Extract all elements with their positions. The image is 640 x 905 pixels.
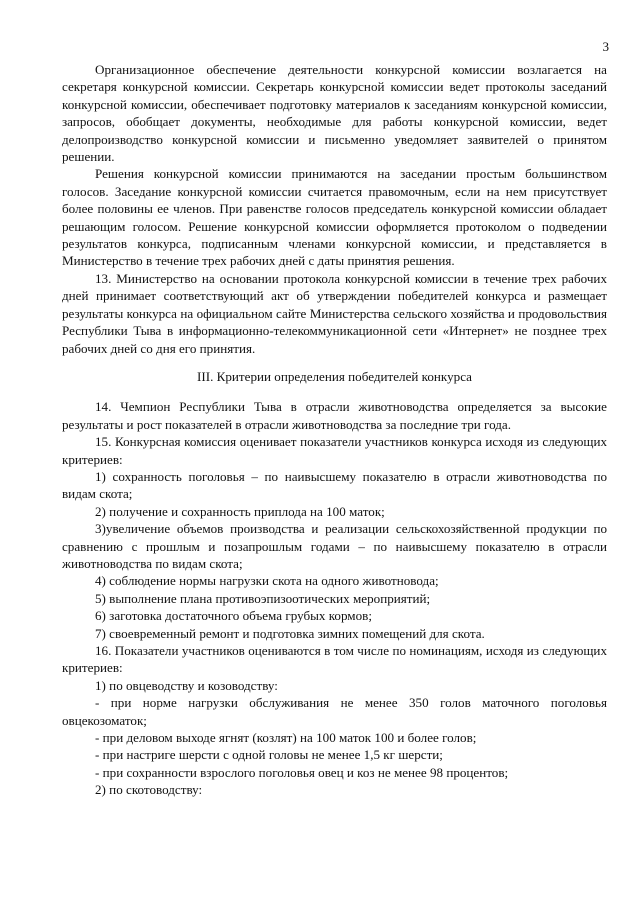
section-heading: III. Критерии определения победителей конкурса [197, 368, 472, 384]
nomination-heading: 1) по овцеводству и козоводству: [95, 677, 278, 693]
criterion-item: 6) заготовка достаточного объема грубых кормов; [95, 608, 372, 624]
paragraph-commission-decisions: Решения конкурсной комиссии принимаются на заседании простым большинством голосов. Заседание конкурсной комиссии считается правомочным, если на нем присутствует более половины ее членов. При равенстве голосов председатель конкурсной комиссии обладает решающим голосом. Решение конкурсной комиссии оформляется протоколом о подведении результатов конкурса, подписанным членами конкурсной комиссии, и представляется в Министерство в течение трех рабочих дней с даты принятия решения. [62, 166, 607, 269]
nomination-criterion: - при настриге шерсти с одной головы не менее 1,5 кг шерсти; [95, 747, 443, 763]
paragraph-13: 13. Министерство на основании протокола конкурсной комиссии в течение трех рабочих дней принимает соответствующий акт об утверждении победителей конкурса и размещает результаты конкурса на официальном сайте Министерства сельского хозяйства и продовольствия Республики Тыва в информационно-телекоммуникационной сети «Интернет» не позднее трех рабочих дней со дня его принятия. [62, 270, 607, 356]
paragraph-14: 14. Чемпион Республики Тыва в отрасли животноводства определяется за высокие результаты и рост показателей в отрасли животноводства за последние три года. [62, 399, 607, 432]
paragraph-16: 16. Показатели участников оцениваются в том числе по номинациям, исходя из следующих критериев: [62, 643, 607, 676]
page-number: 3 [602, 39, 609, 54]
nomination-criterion: - при деловом выходе ягнят (козлят) на 100 маток 100 и более голов; [95, 730, 477, 746]
criterion-item: 7) своевременный ремонт и подготовка зимних помещений для скота. [95, 625, 485, 641]
criterion-item: 4) соблюдение нормы нагрузки скота на одного животновода; [95, 573, 439, 589]
criterion-item: 5) выполнение плана противоэпизоотических мероприятий; [95, 590, 431, 606]
nomination-criterion: - при норме нагрузки обслуживания не менее 350 голов маточного поголовья овцекозоматок; [62, 695, 607, 728]
nomination-heading: 2) по скотоводству: [95, 782, 203, 798]
criterion-item: 1) сохранность поголовья – по наивысшему показателю в отрасли животноводства по видам скота; [62, 468, 607, 502]
paragraph-15: 15. Конкурсная комиссия оценивает показатели участников конкурса исходя из следующих критериев: [62, 434, 607, 467]
criterion-item: 2) получение и сохранность приплода на 100 маток; [95, 503, 385, 519]
criterion-item: 3)увеличение объемов производства и реализации сельскохозяйственной продукции по сравнению с прошлым и позапрошлым годами – по наивысшему показателю в отрасли животноводства по видам скота; [62, 521, 607, 571]
document-body [62, 61, 607, 799]
paragraph-secretary-duties: Организационное обеспечение деятельности конкурсной комиссии возлагается на секретаря конкурсной комиссии. Секретарь конкурсной комиссии ведет протоколы заседаний конкурсной комиссии, обеспечивает подготовку материалов к заседаниям конкурсной комиссии, запросов, обобщает документы, необходимые для работы конкурсной комиссии, ведет делопроизводство конкурсной комиссии и письменно уведомляет заявителей о принятом решении. [62, 62, 607, 165]
nomination-criterion: - при сохранности взрослого поголовья овец и коз не менее 98 процентов; [95, 764, 509, 780]
